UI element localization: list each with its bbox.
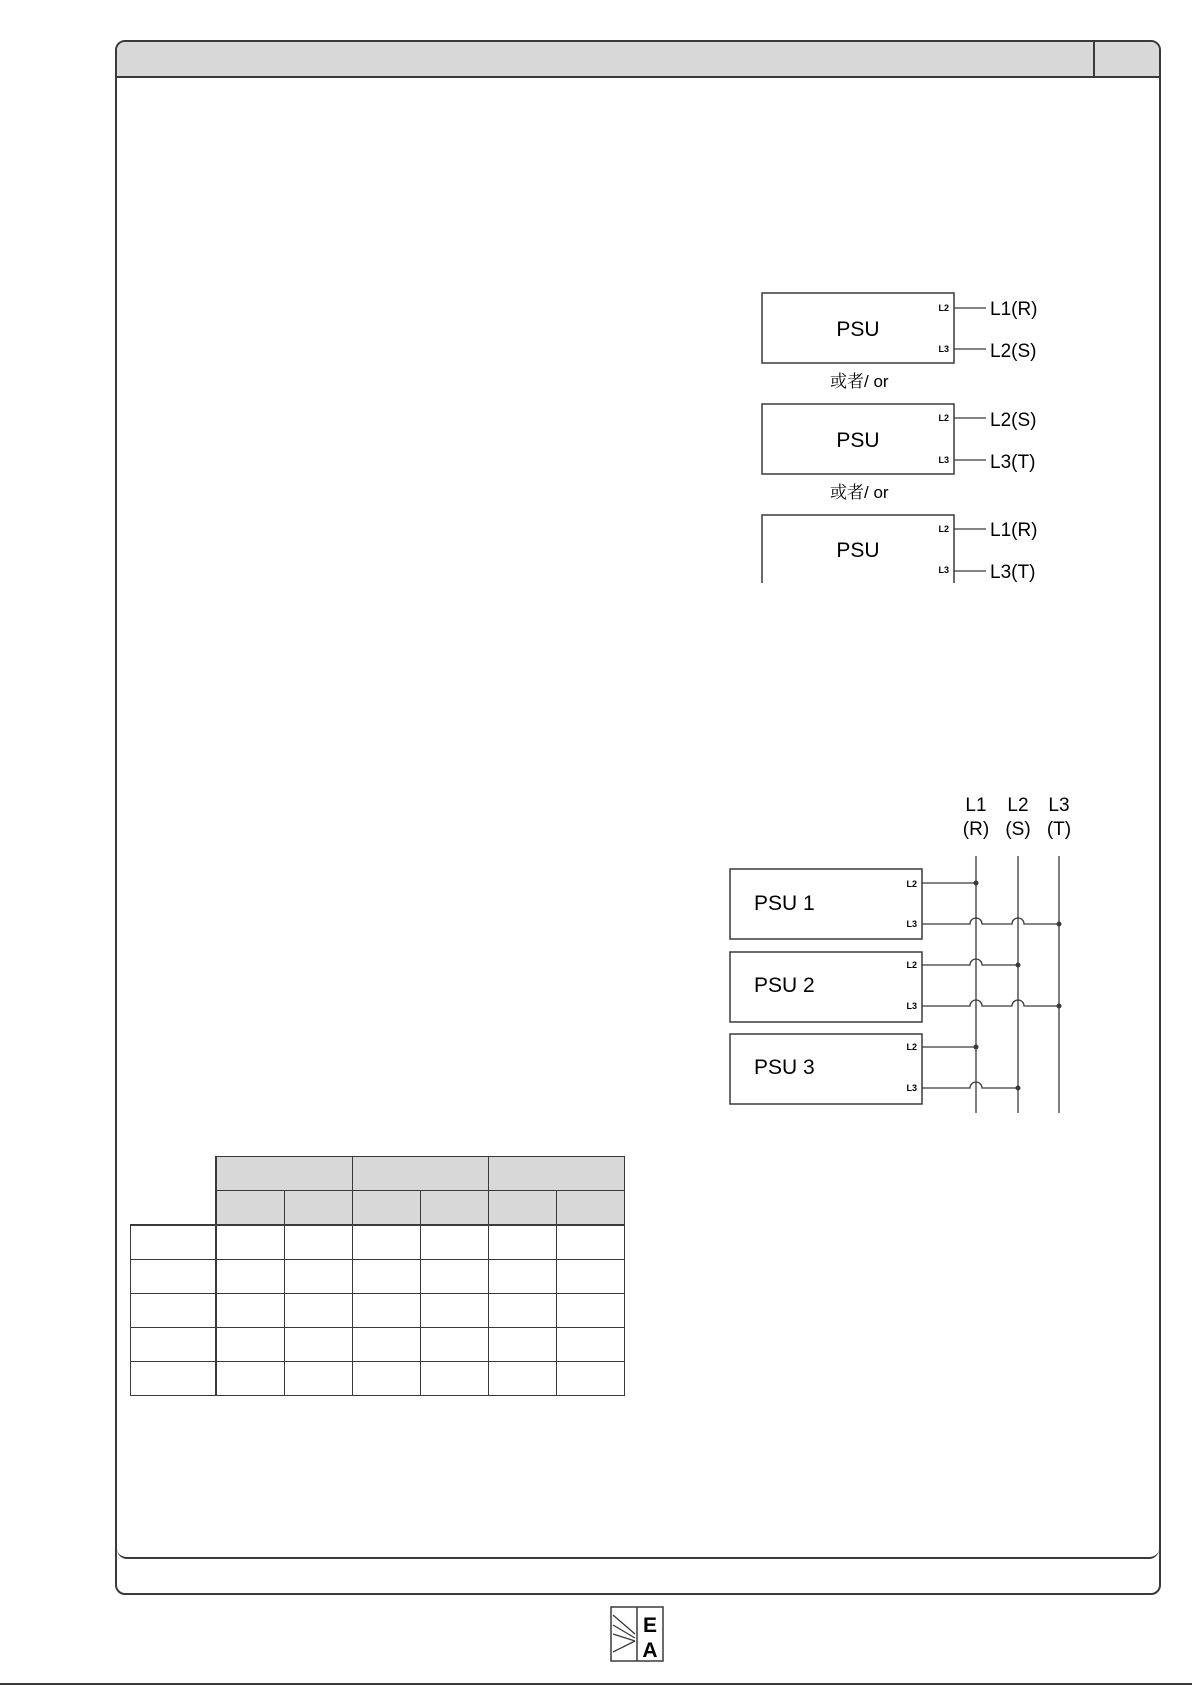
- phase-l2-code: (S): [1005, 819, 1031, 840]
- table-cell: [216, 1260, 285, 1294]
- phase-l1-label: L1: [965, 795, 987, 816]
- terminal-l2-label: L2: [906, 960, 917, 970]
- table-cell: [216, 1294, 285, 1328]
- junction-dot: [1016, 1086, 1021, 1091]
- terminal-l2-label: L2: [938, 413, 949, 423]
- table-cell: [421, 1294, 489, 1328]
- psu-label: PSU: [836, 429, 880, 452]
- junction-dot: [974, 881, 979, 886]
- wire: [922, 1000, 1059, 1006]
- table-cell: [353, 1362, 421, 1396]
- psu1-label: PSU 1: [754, 892, 815, 915]
- terminal-l2-label: L2: [938, 303, 949, 313]
- phase-l2-label: L2: [1007, 795, 1029, 816]
- table-cell: [353, 1225, 421, 1260]
- table-subheader: [285, 1191, 353, 1226]
- table-cell: [216, 1225, 285, 1260]
- terminal-l3-label: L3: [938, 344, 949, 354]
- phase-l1-code: (R): [962, 819, 990, 840]
- table-cell: [421, 1328, 489, 1362]
- table-corner: [131, 1191, 217, 1226]
- table-cell: [489, 1362, 557, 1396]
- table-cell: [557, 1260, 625, 1294]
- terminal-l3-label: L3: [938, 565, 949, 575]
- psu2-label: PSU 2: [754, 974, 815, 997]
- table-cell: [421, 1362, 489, 1396]
- table-cell: [421, 1225, 489, 1260]
- or-text: 或者/ or: [830, 372, 889, 391]
- table-cell: [557, 1225, 625, 1260]
- table-row-header: [131, 1225, 217, 1260]
- line-label-bottom: L2(S): [990, 341, 1037, 362]
- terminal-l3-label: L3: [906, 1001, 917, 1011]
- table-row: [131, 1260, 625, 1294]
- table-cell: [285, 1260, 353, 1294]
- psu-option-2: [762, 404, 1036, 474]
- table-subheader: [557, 1191, 625, 1226]
- table-cell: [421, 1260, 489, 1294]
- table-cell: [353, 1328, 421, 1362]
- logo-letter-e: E: [642, 1614, 658, 1637]
- wire: [922, 959, 1018, 965]
- table-cell: [557, 1328, 625, 1362]
- psu-option-3: [762, 515, 1038, 583]
- table-cell: [285, 1294, 353, 1328]
- table-cell: [489, 1260, 557, 1294]
- table-group-header: [489, 1157, 625, 1191]
- terminal-l2-label: L2: [906, 879, 917, 889]
- logo-letter-a: A: [642, 1639, 658, 1662]
- table-row: [131, 1362, 625, 1396]
- table-group-header: [216, 1157, 353, 1191]
- table-cell: [557, 1362, 625, 1396]
- table-subheader: [421, 1191, 489, 1226]
- or-text: 或者/ or: [830, 483, 889, 502]
- table-row: [131, 1225, 625, 1260]
- wire: [922, 918, 1059, 924]
- terminal-l3-label: L3: [938, 455, 949, 465]
- line-label-top: L1(R): [990, 299, 1038, 320]
- wire: [922, 1082, 1018, 1088]
- table-subheader: [489, 1191, 557, 1226]
- psu-option-1: [762, 293, 1038, 363]
- table-group-header: [353, 1157, 489, 1191]
- junction-dot: [1057, 1004, 1062, 1009]
- table-header-row: [131, 1157, 625, 1191]
- table-row: [131, 1294, 625, 1328]
- psu-label: PSU: [836, 318, 880, 341]
- line-label-bottom: L3(T): [990, 562, 1036, 583]
- junction-dot: [1057, 922, 1062, 927]
- table-row-header: [131, 1260, 217, 1294]
- ea-logo: [611, 1607, 663, 1662]
- table-corner: [131, 1157, 217, 1191]
- table-cell: [285, 1225, 353, 1260]
- line-label-top: L1(R): [990, 520, 1038, 541]
- table-row: [131, 1328, 625, 1362]
- line-label-bottom: L3(T): [990, 452, 1036, 473]
- table-cell: [353, 1294, 421, 1328]
- junction-dot: [974, 1045, 979, 1050]
- three-phase-diagram: [730, 795, 1071, 1113]
- junction-dot: [1016, 963, 1021, 968]
- table-cell: [353, 1260, 421, 1294]
- table-cell: [285, 1328, 353, 1362]
- terminal-l3-label: L3: [906, 919, 917, 929]
- table-row-header: [131, 1328, 217, 1362]
- table-cell: [216, 1362, 285, 1396]
- table-cell: [557, 1294, 625, 1328]
- table-cell: [216, 1328, 285, 1362]
- terminal-l2-label: L2: [906, 1042, 917, 1052]
- phase-l3-label: L3: [1048, 795, 1070, 816]
- table-subheader: [353, 1191, 421, 1226]
- terminal-l3-label: L3: [906, 1083, 917, 1093]
- table-cell: [489, 1328, 557, 1362]
- table-row-header: [131, 1362, 217, 1396]
- table-cell: [489, 1225, 557, 1260]
- table-row-header: [131, 1294, 217, 1328]
- table-subheader-row: [131, 1191, 625, 1226]
- phase-l3-code: (T): [1046, 819, 1072, 840]
- psu-label: PSU: [836, 539, 880, 562]
- line-label-top: L2(S): [990, 410, 1037, 431]
- table-cell: [489, 1294, 557, 1328]
- table-cell: [285, 1362, 353, 1396]
- table-subheader: [216, 1191, 285, 1226]
- data-table: [130, 1156, 625, 1396]
- terminal-l2-label: L2: [938, 524, 949, 534]
- psu3-label: PSU 3: [754, 1056, 815, 1079]
